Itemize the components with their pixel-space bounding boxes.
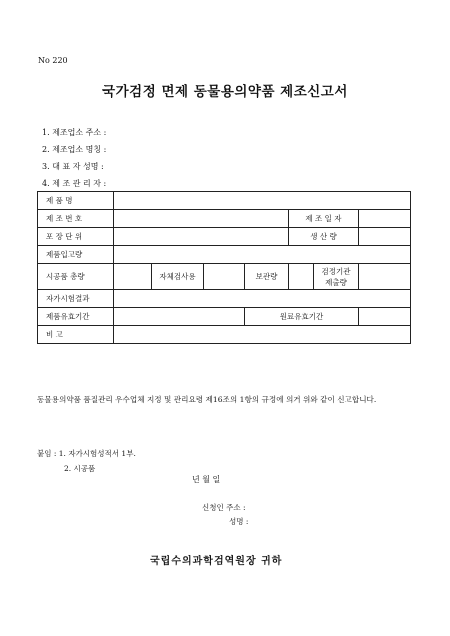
attachment-line-1: 붙임 : 1. 자가시험성적서 1부.	[37, 449, 136, 458]
product-name-value[interactable]	[114, 192, 411, 210]
field-number: 2.	[42, 145, 50, 154]
sample-quantity-label: 시공품 총량	[38, 264, 114, 290]
inspection-submission-label-line2: 제출량	[325, 277, 347, 287]
applicant-name-label: 성명 :	[229, 517, 249, 526]
product-expiry-label: 제품유효기간	[38, 308, 114, 326]
date-line: 년 월 일	[192, 475, 221, 484]
production-quantity-label: 생 산 량	[289, 228, 359, 246]
table-row	[38, 264, 411, 290]
self-test-result-value[interactable]	[114, 290, 411, 308]
packaging-unit-value[interactable]	[114, 228, 289, 246]
recipient-line: 국립수의과학검역원장 귀하	[150, 556, 283, 567]
manufacture-date-value[interactable]	[359, 210, 411, 228]
field-label: 제조업소 명칭 :	[52, 145, 107, 154]
field-label: 대 표 자 성명 :	[52, 162, 104, 171]
storage-quantity-value[interactable]	[289, 264, 314, 290]
document-title: 국가검정 면제 동물용의약품 제조신고서	[102, 84, 348, 100]
inspection-submission-label-line1: 검정기관	[321, 266, 351, 276]
batch-number-label: 제 조 번 호	[38, 210, 114, 228]
self-test-use-value[interactable]	[204, 264, 245, 290]
product-info-table	[37, 191, 411, 344]
table-row	[38, 210, 411, 228]
import-date-label: 제품입고량	[38, 246, 114, 264]
field-label: 제 조 관 리 자 :	[52, 179, 107, 188]
table-row	[38, 326, 411, 344]
applicant-address-label: 신청인 주소 :	[202, 503, 246, 512]
self-test-use-label: 자체검사용	[152, 264, 204, 290]
table-row	[38, 290, 411, 308]
raw-material-expiry-label: 원료유효기간	[245, 308, 359, 326]
remarks-label: 비 고	[38, 326, 114, 344]
field-number: 3.	[42, 162, 50, 171]
notice-text: 동물용의약품 품질관리 우수업체 지정 및 관리요령 제16조의 1항의 규정에 의거 위와 같이 신고합니다.	[37, 395, 377, 404]
table-row	[38, 192, 411, 210]
field-number: 4.	[42, 179, 50, 188]
table-row	[38, 308, 411, 326]
table-row	[38, 228, 411, 246]
storage-quantity-label: 보관량	[245, 264, 289, 290]
import-date-value[interactable]	[114, 246, 411, 264]
manufacture-date-label: 제 조 일 자	[289, 210, 359, 228]
field-company-name	[42, 144, 106, 155]
field-representative	[42, 161, 104, 172]
field-label: 제조업소 주소 :	[52, 128, 107, 137]
table-row	[38, 246, 411, 264]
raw-material-expiry-value[interactable]	[359, 308, 411, 326]
inspection-submission-value[interactable]	[359, 264, 411, 290]
packaging-unit-label: 포 장 단 위	[38, 228, 114, 246]
field-manager	[42, 178, 106, 189]
inspection-submission-label	[314, 264, 359, 290]
attachment-line-2: 2. 시공품	[64, 464, 96, 473]
batch-number-value[interactable]	[114, 210, 289, 228]
sample-quantity-value[interactable]	[114, 264, 152, 290]
field-number: 1.	[42, 128, 50, 137]
document-number: No 220	[38, 56, 68, 65]
product-name-label: 제 품 명	[38, 192, 114, 210]
self-test-result-label: 자가시험결과	[38, 290, 114, 308]
production-quantity-value[interactable]	[359, 228, 411, 246]
product-expiry-value[interactable]	[114, 308, 245, 326]
field-address	[42, 127, 106, 138]
remarks-value[interactable]	[114, 326, 411, 344]
